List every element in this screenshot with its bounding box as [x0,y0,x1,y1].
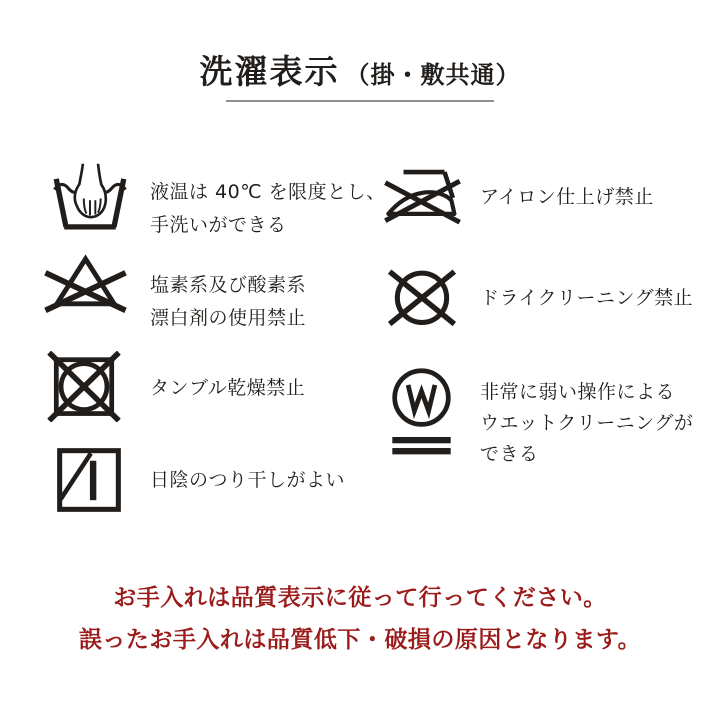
care-item-no-iron [480,181,654,214]
no-tumble-dry-icon [46,351,122,422]
care-text-line: 非常に弱い操作による [480,381,676,403]
page-title [0,46,720,93]
care-item-dry-in-shade [150,464,345,497]
no-iron-icon [383,166,462,227]
hand-wash-icon [50,162,130,233]
care-text-line: アイロン仕上げ禁止 [480,186,654,208]
care-item-hand-wash [150,176,386,242]
care-text-line: できる [480,443,539,465]
care-item-no-tumble-dry [150,372,305,405]
care-text-line: 日陰のつり干しがよい [150,469,346,491]
title-main: 洗濯表示 [199,52,340,91]
care-item-no-bleach [150,269,306,335]
care-text-line: ドライクリーニング禁止 [480,287,694,309]
care-text-line: ウエットクリーニングが [480,412,694,434]
care-item-wet-cleaning [480,377,693,470]
care-item-no-dry-cleaning [480,282,693,315]
no-bleach-icon [43,254,128,314]
care-warning-line: 誤ったお手入れは品質低下・破損の原因となります。 [78,627,642,653]
no-dry-cleaning-icon [385,267,459,329]
care-text-line: 手洗いができる [150,214,287,236]
care-warning-line: お手入れは品質表示に従って行ってください。 [113,585,607,611]
dry-in-shade-icon [56,447,122,513]
care-text-line: 塩素系及び酸素系 [150,274,307,296]
wet-cleaning-icon [386,366,457,462]
care-text-line: 液温は 40℃ を限度とし、 [150,181,386,203]
care-text-line: タンブル乾燥禁止 [150,377,306,399]
title-sub: （掛・敷共通） [345,61,521,89]
title-underline [226,100,494,102]
care-text-line: 漂白剤の使用禁止 [150,307,307,329]
